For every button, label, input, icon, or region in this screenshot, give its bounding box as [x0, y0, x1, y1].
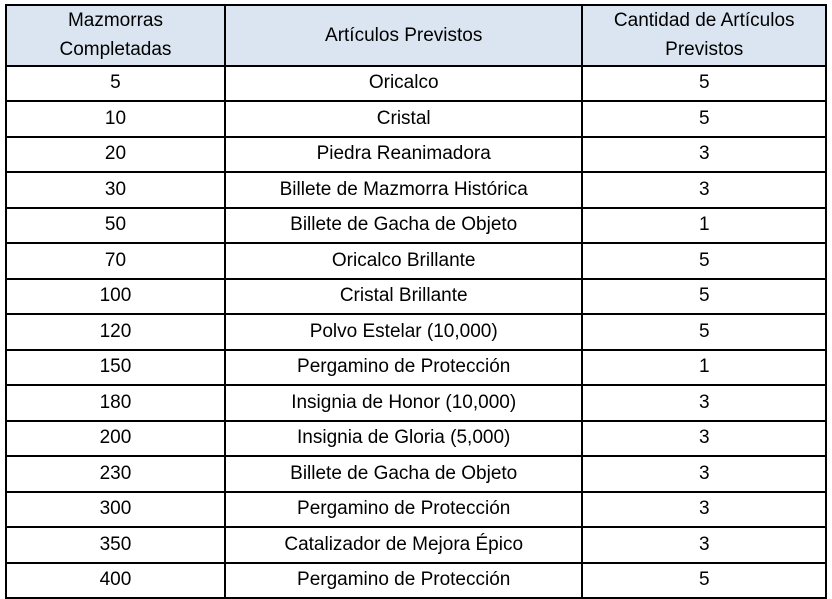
dungeons-completed-cell: 300	[6, 492, 225, 528]
dungeons-completed-cell: 350	[6, 527, 225, 563]
table-header	[6, 5, 826, 66]
quantity-cell: 3	[582, 385, 826, 421]
table-row	[6, 208, 826, 244]
column-header-expected-items: Artículos Previstos	[225, 5, 583, 66]
table-row	[6, 385, 826, 421]
dungeon-rewards-table	[5, 4, 827, 599]
column-header-dungeons-completed: Mazmorras Completadas	[6, 5, 225, 66]
quantity-cell: 1	[582, 350, 826, 386]
table-row	[6, 101, 826, 137]
quantity-cell: 5	[582, 314, 826, 350]
expected-item-cell: Billete de Mazmorra Histórica	[225, 172, 583, 208]
expected-item-cell: Cristal Brillante	[225, 279, 583, 315]
expected-item-cell: Cristal	[225, 101, 583, 137]
dungeons-completed-cell: 10	[6, 101, 225, 137]
dungeons-completed-cell: 200	[6, 421, 225, 457]
table-body	[6, 66, 826, 599]
dungeons-completed-cell: 5	[6, 66, 225, 102]
quantity-cell: 5	[582, 279, 826, 315]
column-header-expected-quantity: Cantidad de Artículos Previstos	[582, 5, 826, 66]
table-row	[6, 66, 826, 102]
dungeons-completed-cell: 230	[6, 456, 225, 492]
dungeons-completed-cell: 70	[6, 243, 225, 279]
expected-item-cell: Catalizador de Mejora Épico	[225, 527, 583, 563]
dungeons-completed-cell: 30	[6, 172, 225, 208]
table-row	[6, 243, 826, 279]
table-row	[6, 279, 826, 315]
expected-item-cell: Insignia de Honor (10,000)	[225, 385, 583, 421]
quantity-cell: 5	[582, 101, 826, 137]
quantity-cell: 5	[582, 66, 826, 102]
expected-item-cell: Piedra Reanimadora	[225, 137, 583, 173]
expected-item-cell: Oricalco Brillante	[225, 243, 583, 279]
dungeons-completed-cell: 150	[6, 350, 225, 386]
quantity-cell: 3	[582, 421, 826, 457]
expected-item-cell: Polvo Estelar (10,000)	[225, 314, 583, 350]
table-row	[6, 563, 826, 599]
expected-item-cell: Billete de Gacha de Objeto	[225, 456, 583, 492]
table-row	[6, 421, 826, 457]
expected-item-cell: Pergamino de Protección	[225, 350, 583, 386]
dungeons-completed-cell: 400	[6, 563, 225, 599]
table-row	[6, 350, 826, 386]
dungeons-completed-cell: 180	[6, 385, 225, 421]
dungeons-completed-cell: 100	[6, 279, 225, 315]
expected-item-cell: Pergamino de Protección	[225, 492, 583, 528]
expected-item-cell: Pergamino de Protección	[225, 563, 583, 599]
quantity-cell: 3	[582, 137, 826, 173]
quantity-cell: 3	[582, 527, 826, 563]
expected-item-cell: Insignia de Gloria (5,000)	[225, 421, 583, 457]
expected-item-cell: Oricalco	[225, 66, 583, 102]
quantity-cell: 5	[582, 243, 826, 279]
dungeons-completed-cell: 120	[6, 314, 225, 350]
table-row	[6, 527, 826, 563]
quantity-cell: 5	[582, 563, 826, 599]
table-row	[6, 172, 826, 208]
table-row	[6, 492, 826, 528]
quantity-cell: 3	[582, 172, 826, 208]
quantity-cell: 1	[582, 208, 826, 244]
table-row	[6, 314, 826, 350]
header-row	[6, 5, 826, 66]
expected-item-cell: Billete de Gacha de Objeto	[225, 208, 583, 244]
quantity-cell: 3	[582, 456, 826, 492]
dungeons-completed-cell: 20	[6, 137, 225, 173]
dungeons-completed-cell: 50	[6, 208, 225, 244]
quantity-cell: 3	[582, 492, 826, 528]
table-row	[6, 137, 826, 173]
table-row	[6, 456, 826, 492]
